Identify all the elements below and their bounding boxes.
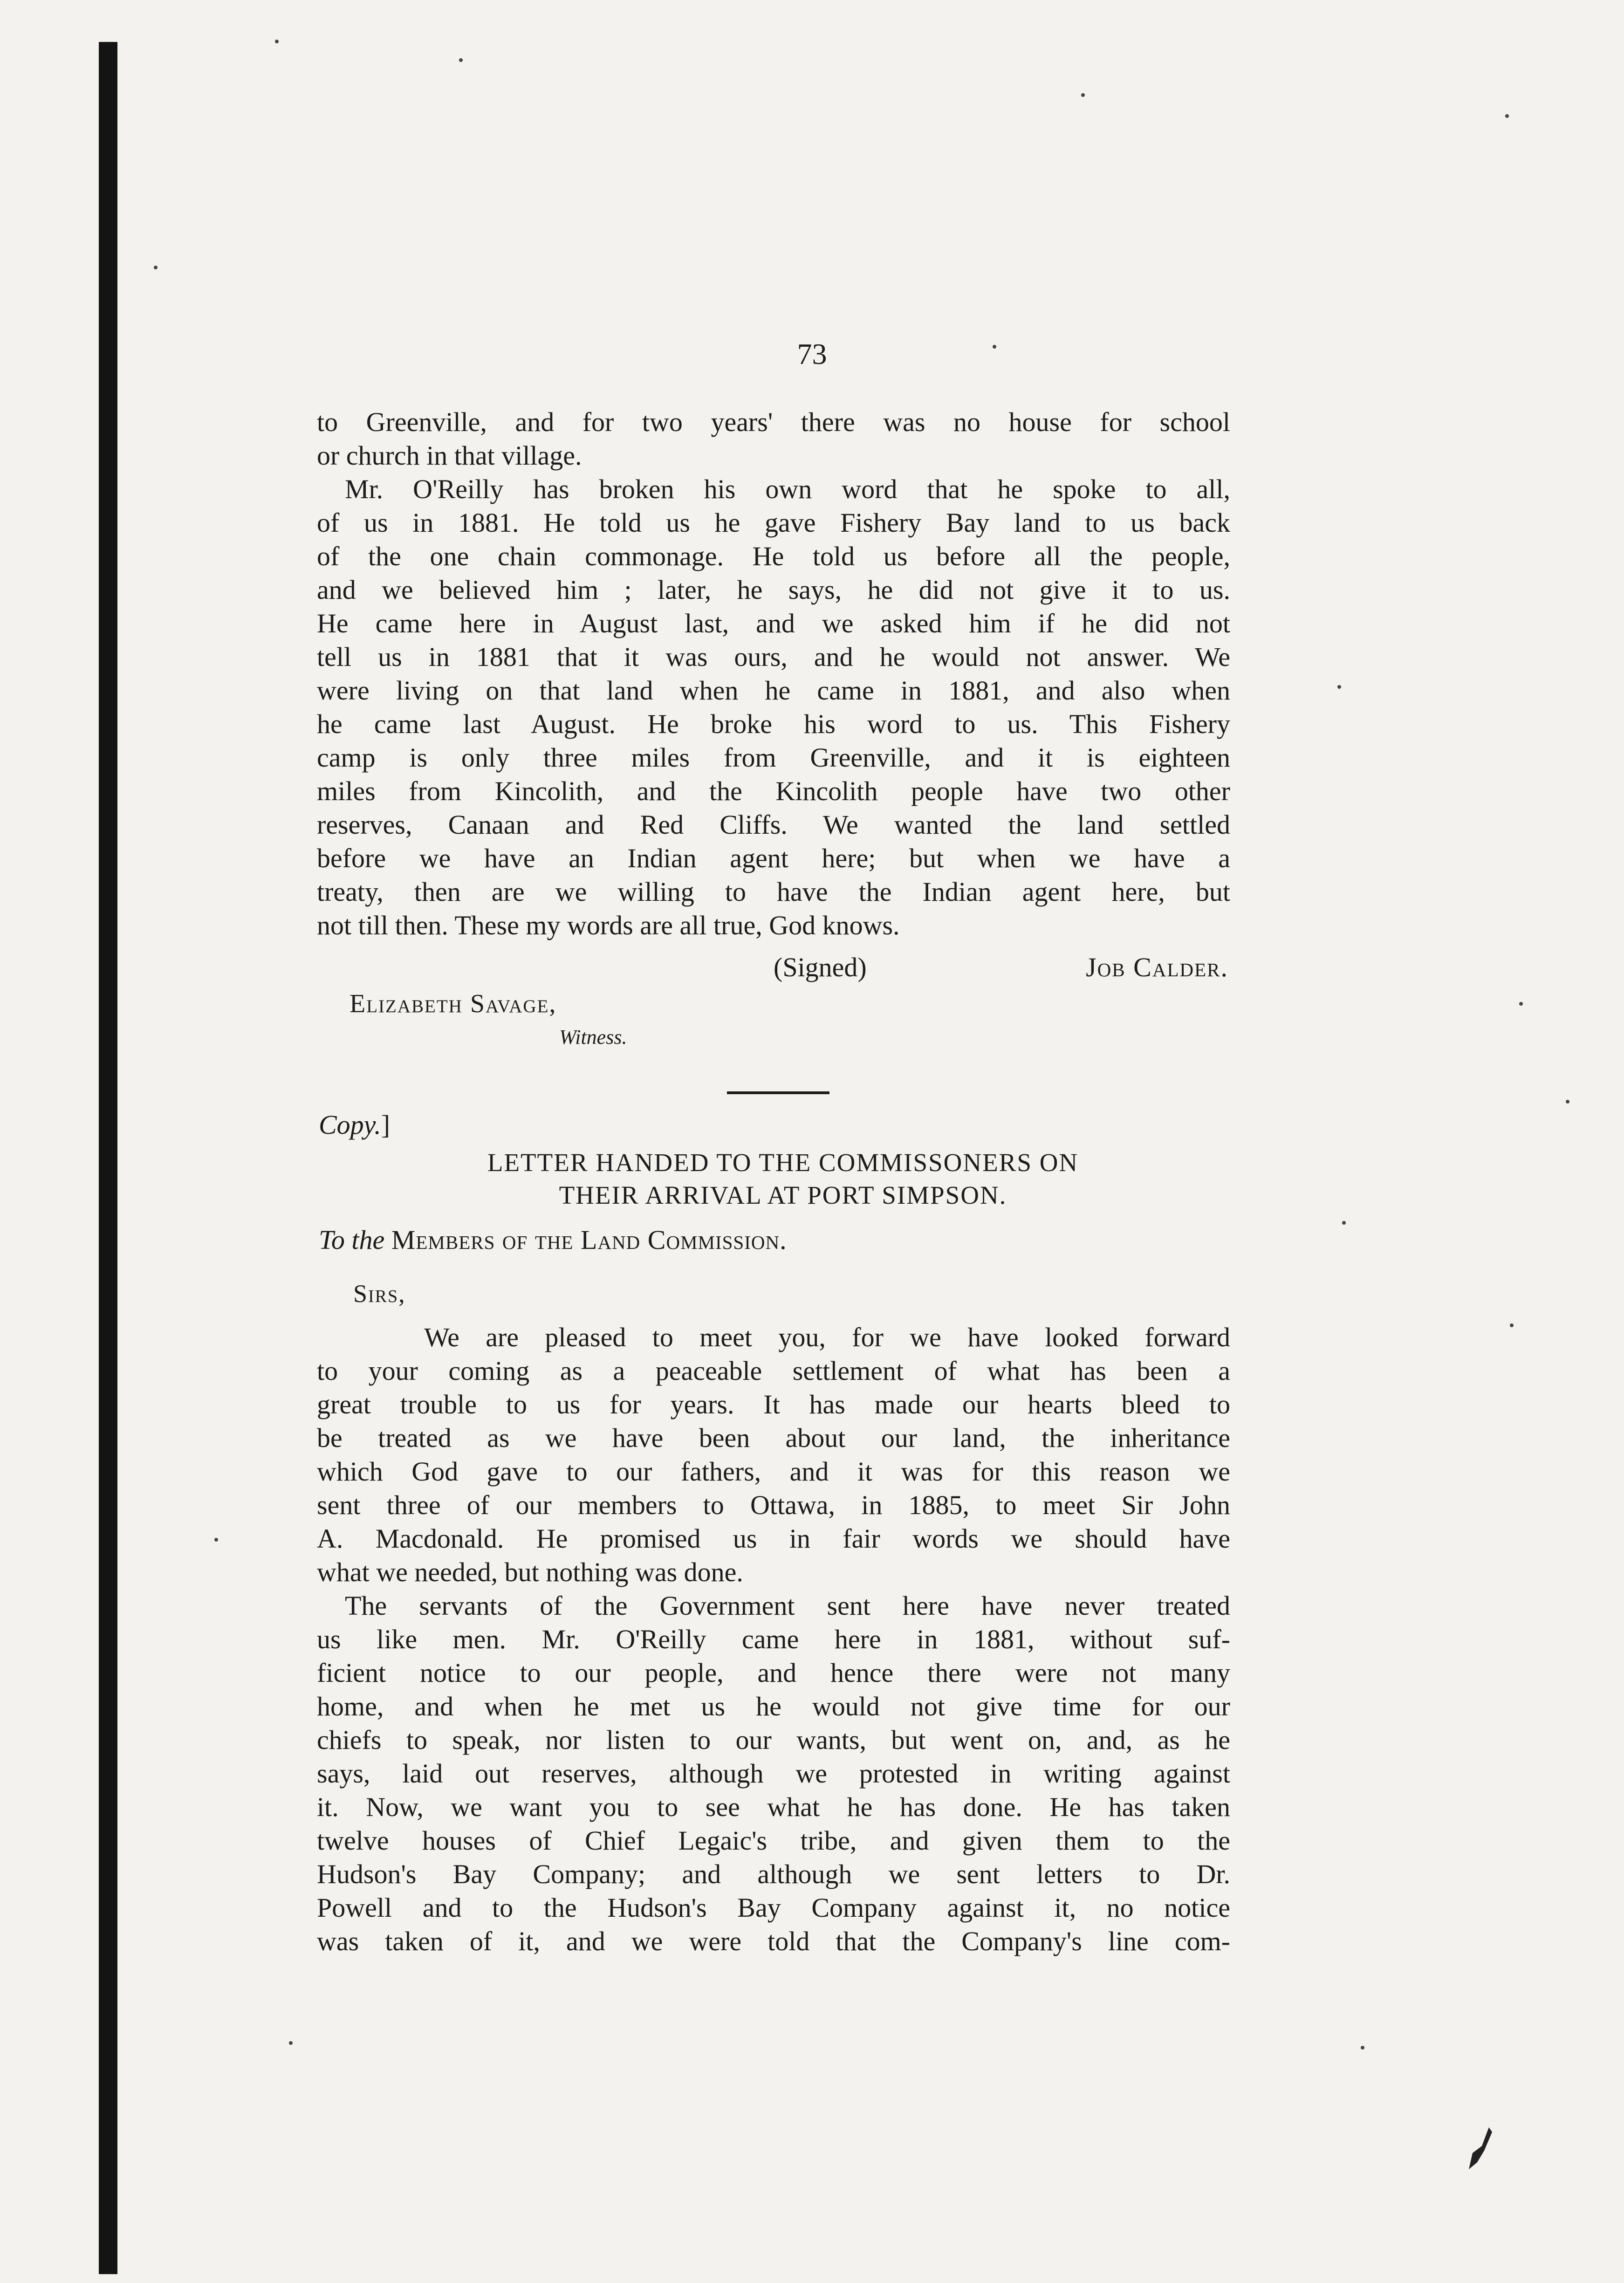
scan-speck	[1342, 1221, 1346, 1225]
scan-speck	[154, 266, 158, 269]
binding-edge	[99, 42, 117, 2274]
text-line: of us in 1881. He told us he gave Fishery Bay land to us back	[317, 507, 1230, 538]
scan-speck	[275, 40, 279, 43]
text-line: he came last August. He broke his word to us. This Fishery	[317, 709, 1230, 739]
scan-speck	[993, 345, 996, 349]
salutation-name: Members of the Land Commission.	[391, 1225, 787, 1255]
text-line: A. Macdonald. He promised us in fair words we should have	[317, 1523, 1230, 1554]
text-line: great trouble to us for years. It has made our hearts bleed to	[317, 1389, 1230, 1419]
text-line: Mr. O'Reilly has broken his own word that he spoke to all,	[345, 474, 1230, 504]
signed-label: (Signed)	[774, 952, 867, 982]
paragraph-servants	[317, 1589, 1230, 1958]
scan-speck	[1510, 1323, 1514, 1327]
text-line: says, laid out reserves, although we protested in writing against	[317, 1758, 1230, 1789]
text-line: miles from Kincolith, and the Kincolith people have two other	[317, 776, 1230, 806]
scan-speck	[1337, 685, 1341, 689]
copy-label	[319, 1108, 390, 1142]
signature-line	[774, 951, 1240, 984]
scan-speck	[1566, 1100, 1569, 1104]
text-line: what we needed, but nothing was done.	[317, 1557, 743, 1587]
salutation-recipient	[319, 1223, 787, 1257]
text-line: home, and when he met us he would not give time for our	[317, 1691, 1230, 1721]
heading-line: LETTER HANDED TO THE COMMISSONERS ON	[487, 1148, 1079, 1177]
text-line: before we have an Indian agent here; but when we have a	[317, 843, 1230, 873]
text-line: be treated as we have been about our land, the inheritance	[317, 1423, 1230, 1453]
text-line: He came here in August last, and we asked him if he did not	[317, 608, 1230, 638]
text-line: reserves, Canaan and Red Cliffs. We wanted the land settled	[317, 809, 1230, 840]
text-line: The servants of the Government sent here have never treated	[345, 1591, 1230, 1621]
text-line: of the one chain commonage. He told us before all the people,	[317, 541, 1230, 571]
scan-speck	[459, 58, 463, 62]
witness-label: Witness.	[559, 1026, 627, 1049]
scan-speck	[1081, 93, 1085, 97]
text-line: camp is only three miles from Greenville, and it is eighteen	[317, 742, 1230, 773]
copy-label-text: Copy.	[319, 1110, 381, 1140]
text-line: to your coming as a peaceable settlement of what has been a	[317, 1356, 1230, 1386]
copy-label-bracket: ]	[381, 1110, 391, 1140]
text-line: Powell and to the Hudson's Bay Company against it, no notice	[317, 1892, 1230, 1923]
text-line: tell us in 1881 that it was ours, and he would not answer. We	[317, 642, 1230, 672]
text-line: treaty, then are we willing to have the Indian agent here, but	[317, 877, 1230, 907]
text-line: We are pleased to meet you, for we have looked forward	[424, 1322, 1230, 1352]
text-line: Hudson's Bay Company; and although we sent letters to Dr.	[317, 1859, 1230, 1889]
page-number: 73	[797, 337, 827, 370]
scan-speck	[1505, 114, 1509, 118]
top-continuation	[317, 405, 1230, 473]
signer-name: Job Calder.	[1086, 952, 1228, 982]
paragraph-oreilly	[317, 473, 1230, 942]
text-line: were living on that land when he came in 1881, and also when	[317, 675, 1230, 706]
text-line: sent three of our members to Ottawa, in 1885, to meet Sir John	[317, 1490, 1230, 1520]
heading-line: THEIR ARRIVAL AT PORT SIMPSON.	[559, 1181, 1007, 1209]
paragraph-pleased	[317, 1321, 1230, 1589]
text-line: was taken of it, and we were told that the Company's line com-	[317, 1926, 1230, 1956]
letter-heading	[317, 1146, 1249, 1212]
witness-name: Elizabeth Savage,	[349, 989, 557, 1018]
text-line: or church in that village.	[317, 440, 582, 471]
text-line: us like men. Mr. O'Reilly came here in 1881, without suf-	[317, 1624, 1230, 1654]
salutation-prefix: To the	[319, 1225, 385, 1255]
salutation-sirs: Sirs,	[353, 1280, 406, 1308]
text-line: and we believed him ; later, he says, he did not give it to us.	[317, 575, 1230, 605]
text-line: which God gave to our fathers, and it was for this reason we	[317, 1456, 1230, 1487]
text-line: twelve houses of Chief Legaic's tribe, and given them to the	[317, 1825, 1230, 1856]
text-line: it. Now, we want you to see what he has done. He has taken	[317, 1792, 1230, 1822]
scan-speck	[289, 2041, 293, 2045]
scan-speck	[1361, 2046, 1364, 2050]
section-divider	[727, 1091, 829, 1094]
ink-mark-icon	[1463, 2125, 1496, 2176]
text-line: to Greenville, and for two years' there was no house for school	[317, 407, 1230, 437]
text-line: ficient notice to our people, and hence there were not many	[317, 1658, 1230, 1688]
scan-speck	[1519, 1002, 1523, 1006]
text-line: chiefs to speak, nor listen to our wants, but went on, and, as he	[317, 1725, 1230, 1755]
text-line: not till then. These my words are all true, God knows.	[317, 910, 900, 940]
scan-speck	[214, 1538, 218, 1542]
